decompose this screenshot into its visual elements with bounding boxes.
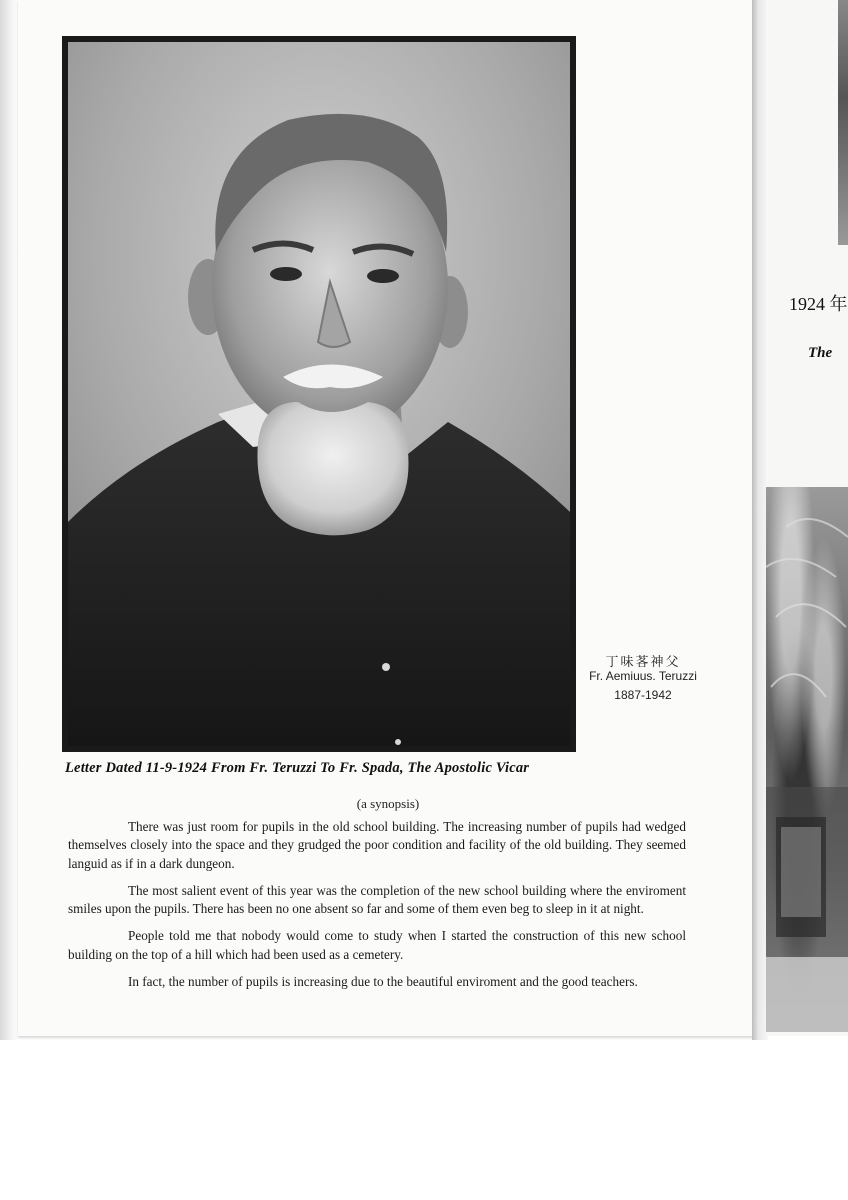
portrait-image: [68, 42, 570, 746]
next-page-year-heading: 1924 年: [789, 294, 848, 314]
body-paragraph: People told me that nobody would come to study when I started the construction of this new school building on the top of a hill which had been used as a cemetery.: [68, 928, 686, 962]
portrait-caption-chinese: 丁味茖神父: [605, 655, 681, 670]
portrait-caption-years: 1887-1942: [614, 688, 672, 702]
next-page-photo-strip: [838, 0, 848, 245]
synopsis-text: (a synopsis): [356, 796, 420, 811]
portrait-caption-name: Fr. Aemiuus. Teruzzi: [589, 669, 697, 683]
scan-left-edge: [0, 0, 18, 1040]
letter-title: Letter Dated 11-9-1924 From Fr. Teruzzi To Fr. Spada, The Apostolic Vicar: [65, 760, 530, 776]
body-paragraph: The most salient event of this year was the completion of the new school building where the enviroment smiles upon the pupils. There has been no one absent so far and some of them even beg to sleep in it at night.: [68, 882, 686, 917]
synopsis-label: [0, 796, 736, 812]
body-paragraph: There was just room for pupils in the old school building. The increasing number of pupils had wedged themselves closely into the space and they grudged the poor condition and facility of the old building. They seemed languid as if in a dark dungeon.: [68, 819, 686, 871]
next-page-building-photo: [766, 487, 848, 1032]
portrait-photo: [62, 36, 576, 752]
next-page-script-heading: The: [808, 345, 833, 361]
body-paragraph: In fact, the number of pupils is increasing due to the beautiful enviroment and the good teachers.: [128, 974, 638, 990]
letter-body: [68, 818, 686, 1000]
